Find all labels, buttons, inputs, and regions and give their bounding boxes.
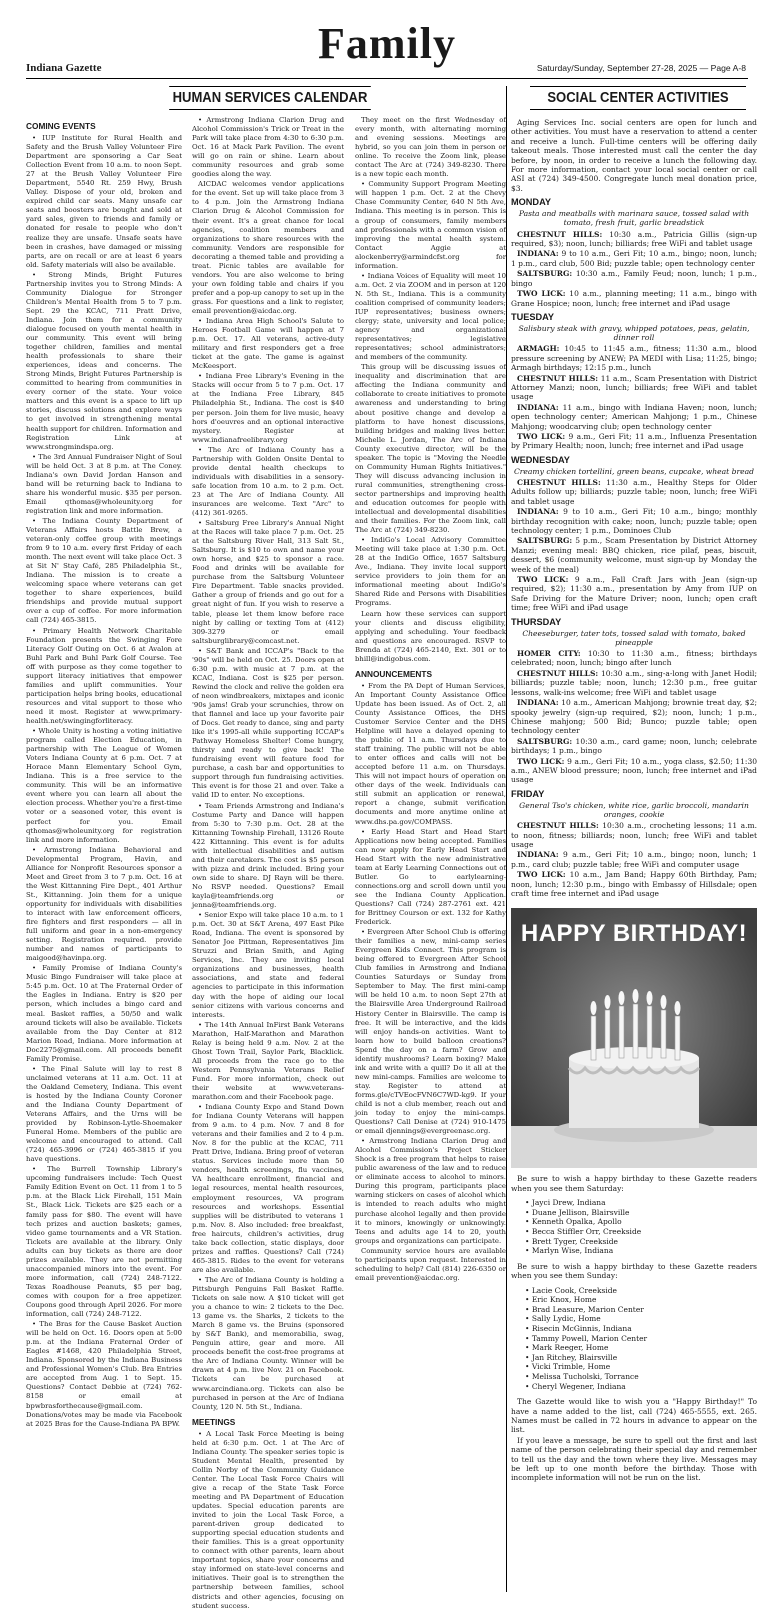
event-item: AICDAC welcomes vendor applications for the event. Set up will take place from 3 to 4 p.m. Join the Armstrong Indiana Clarion Drug & Alcohol Commission for their event. It's a great chance for local agencies, coalition members and organizations to share resources with the community. Vendors are responsible for decorating a themed table and providing a treat. Picnic tables are available for vendors. You are also welcome to bring your own folding table and chairs if you prefer and a pop-up canopy to set up in the grass. For questions and a link to register, email prevention@aicdac.org. — [192, 180, 344, 315]
human-services-column-1 — [26, 116, 182, 1596]
birthday-name: • Marlyn Wise, Indiana — [525, 1246, 757, 1256]
meeting-item: • Indiana Voices of Equality will meet 10 a.m. Oct. 2 via ZOOM and in person at 120 N. 5th St., Indiana. This is a community coalition comprised of community leaders; IUP representatives; business owners; clergy; state, university and local police; agency and organizational representatives; legislative representatives; school administrators; and members of the community. — [355, 271, 506, 362]
meeting-item: • IndiGo's Local Advisory Committee Meeting will take place at 1:30 p.m. Oct. 28 at the IndiGo Office, 1657 Saltsburg Ave., Indiana. They invite local support service providers to join them for an informational meeting about IndiGo's Shared Ride and Persons with Disabilities Programs. — [355, 536, 506, 608]
event-item: • The Arc of Indiana County is holding a Pittsburgh Penguins Fall Basket Raffle. Tickets on sale now. A $10 ticket will get you a chance to win: 2 tickets to the Dec. 13 game vs. the Sharks, 2 tickets to the March 8 game vs. the Bruins (sponsored by S&T Bank), and memorabilia, swag, Penguin attire, gear and more. All proceeds benefit the cost-free programs at the Arc of Indiana County. Winner will be drawn at 4 p.m. live Nov. 21 on Facebook. Tickets can be purchased at www.arcindiana.org. Tickets can also be purchased in person at the Arc of Indiana County, 120 N. 5th St., Indiana. — [192, 1275, 344, 1411]
masthead-rule — [26, 78, 748, 79]
section-title: Family — [318, 19, 456, 68]
center-name: INDIANA: — [517, 850, 559, 860]
event-item: • S&T Bank and ICCAP's "Back to the '90s" will be held on Oct. 25. Doors open at 6:30 p.m. with music at 7 p.m. at the KCAC, Indiana. Cost is $25 per person. Rewind the clock and relive the golden era of neon windbreakers, mixtapes and iconic '90s jams! Grab your scrunchies, throw on that flannel and lace up your favorite pair of Docs. Get ready to dance, sing and party like it's 1995-all while supporting ICCAP's Pathway Homeless Shelter! Come hungry, thirsty and ready to give back! The fundraising event will feature food for purchase, a cash bar and opportunities to support through fun fundraising activities. This event is for those 21 and over. Take a valid ID to enter. No exceptions. — [192, 646, 344, 800]
lunch-menu: General Tso's chicken, white rice, garlic broccoli, mandarin oranges, cookie — [519, 800, 749, 819]
day-heading: WEDNESDAY — [511, 454, 570, 465]
event-item: • Saltsburg Free Library's Annual Night at the Races will take place 7 p.m. Oct. 25 at the Saltsburg River Hall, 313 Salt St., Saltsburg. It is $10 to own and name your own horse, and $25 to sponsor a race. Food and drinks will be available for purchase from the Saltsburg Volunteer Fire Department. Table snacks provided. Gather a group of friends and go out for a great night of fun. If you wish to reserve a table, please let them know before race night by calling or texting Tom at (412) 309-3279 or email saltsburglibrary@comcast.net. — [192, 519, 344, 645]
event-item: • Team Friends Armstrong and Indiana's Costume Party and Dance will happen from 5:30 to 7:30 p.m. Oct. 28 at the Kittanning Township Firehall, 13126 Route 422 Kittanning. This event is for adults with intellectual disabilities and autism and their caretakers. The cost is $5 person with pizza and drink included. Bring your own side to share. DJ Rayn will be there. No RSVP needed. Questions? Email kayla@teamfriends.org or jenna@teamfriends.org. — [192, 801, 344, 910]
center-name: TWO LICK: — [517, 289, 566, 299]
event-item: • The Bras for the Cause Basket Auction will be held on Oct. 16. Doors open at 5:00 p.m. at the Indiana Fraternal Order of Eagles #1468, 420 Philadelphia Street, Indiana. Sponsored by the Indiana Business and Professional Women's Club. Bra Entries are accepted from Aug. 1 to Sept. 15. Questions? Contact Debbie at (724) 762-8158 or email at bpwbrasforthecause@gmail.com. Donations/votes may be made via Facebook at 2025 Bras for the Cause-Indiana PA BPW. — [26, 1320, 182, 1428]
event-item: • The Arc of Indiana County has a Partnership with Golden Onsite Dental to provide dental health checkups to individuals with disabilities in a sensory-safe location from 10 a.m. to 2 p.m. Oct. 23 at The Arc of Indiana County. All insurances are welcome. Text "Arc" to (412) 361-9265. — [192, 445, 344, 518]
center-activity: CHESTNUT HILLS: 10:30 a.m., crocheting lessons; 11 a.m. to noon, fitness; billiards; noon, lunch; free WiFi and tablet usage — [511, 821, 758, 849]
center-activity: INDIANA: 9 to 10 a.m., Geri Fit; 10 a.m., bingo; monthly birthday recognition with cake; noon, lunch; puzzle table; open technology center; 1 p.m., Dominoes Club — [511, 507, 757, 536]
center-name: CHESTNUT HILLS: — [517, 668, 599, 678]
center-activity: TWO LICK: 9 a.m., Geri Fit; 11 a.m., Influenza Presentation by Primary Health; noon, lunch; free internet and iPad usage — [511, 431, 758, 451]
human-services-header: HUMAN SERVICES CALENDAR — [169, 86, 371, 110]
center-activity: TWO LICK: 10 a.m., planning meeting; 11 a.m., bingo with Grane Hospice; noon, lunch; free internet and iPad usage — [511, 289, 758, 308]
event-item: • The 14th Annual InFirst Bank Veterans Marathon, Half-Marathon and Marathon Relay is being held 9 a.m. Nov. 2 at the Ghost Town Trail, Saylor Park, Blacklick. All proceeds from the race go to the Western Pennsylvania Veterans Relief Fund. For more information, check out their website at www.veterans-marathon.com and their Facebook page. — [192, 1020, 344, 1102]
event-item: • Armstrong Indiana Behavioral and Developmental Program, Havin, and Alliance for Nonprofit Resources sponsor a Meet and Greet from 3 to 7 p.m. Oct. 16 at the West Kittanning Fire Dept., 401 Arthur St., Kittanning. Join them for a unique opportunity for individuals with disabilities to interact with law enforcement officers, fire fighters and first responders — all in full uniform and gear in a non-emergency setting. Registration required. provide number and names of participants to maigood@havinpa.org. — [26, 845, 182, 963]
center-activity: TWO LICK: 10 a.m., Jam Band; Happy 60th Birthday, Pam; noon, lunch; 12:30 p.m., bingo with Embassy of Hillsdale; open craft time free internet and iPad usage — [511, 870, 757, 899]
announcement-item: Community service hours are available to participants upon request. Interested in scheduling to help? Call (814) 226-6350 or email prevention@aicdac.org. — [355, 1246, 506, 1282]
dateline: Saturday/Sunday, September 27-28, 2025 — Page A-8 — [536, 63, 746, 73]
center-activity: INDIANA: 9 a.m., Geri Fit; 10 a.m., bingo; noon, lunch; 1 p.m., card club; puzzle table; free WiFi and computer usage — [511, 850, 757, 869]
announcement-item: • Early Head Start and Head Start Applications now being accepted. Families can now apply for Early Head Start and Head Start with the new administrative team at Early Learning Connections out of Butler. Go to earlylearning-connections.org and scroll down until you see the Indiana County Application. Questions? Call (724) 287-2761 ext. 421 for Brittney Courson or ext. 132 for Kathy Frederick. — [355, 827, 506, 927]
event-item: • Indiana County Expo and Stand Down for Indiana County Veterans will happen from 9 a.m. to 4 p.m. Nov. 7 and 8 for veterans and their families and 2 to 4 p.m. Nov. 8 for the public at the KCAC, 711 Pratt Drive, Indiana. Bring proof of veteran status. Services include more than 50 vendors, health screenings, flu vaccines, VA healthcare enrollment, financial and legal resources, mental health resources, employment resources, VA program resources and workshops. Essential supplies will be distributed to veterans 1 p.m. Nov. 8. Also included: free breakfast, free haircuts, children's activities, drug take back collection, static displays, door prizes and raffles. Questions? Call (724) 465-3815. Rides to the event for veterans are also available. — [192, 1103, 344, 1274]
center-name: CHESTNUT HILLS: — [517, 373, 599, 383]
saturday-intro: Be sure to wish a happy birthday to these Gazette readers when you see them Saturday: — [511, 1174, 757, 1193]
day-heading: TUESDAY — [511, 311, 555, 322]
center-activity: CHESTNUT HILLS: 10:30 a.m., Patricia Gillis (sign-up required, $3); noon, lunch; billiards; free WiFi and tablet usage — [511, 229, 757, 249]
event-item: • Primary Health Network Charitable Foundation presents the Swinging Fore Literacy Golf Outing on Oct. 6 at Avalon at Buhl Park and Buhl Park Golf Course. Tee off with purpose as they come together to support literacy initiatives that empower families and uplift communities. Your participation helps bring books, educational resources and vital support to those who need it most. Register at www.primary-health.net/swingingforliteracy. — [26, 626, 182, 725]
newspaper-name: Indiana Gazette — [26, 62, 102, 74]
center-name: SALTSBURG: — [517, 736, 573, 746]
event-item: • Family Promise of Indiana County's Music Bingo Fundraiser will take place at 5:45 p.m. Oct. 10 at The Fraternal Order of the Eagles in Indiana. Entry is $20 per person, which includes a bingo card and meal. Basket raffles, a 50/50 and walk around tickets will also be available. Tickets available from the Day Center at 812 Marion Road, Indiana. More information at Doc2275@gmail.com. All proceeds benefit Family Promise. — [26, 964, 182, 1063]
center-name: TWO LICK: — [517, 870, 566, 880]
day-heading: THURSDAY — [511, 616, 562, 627]
center-activity: SALTSBURG: 10:30 a.m., Family Feud; noon, lunch; 1 p.m., bingo — [511, 269, 757, 288]
event-item: • Armstrong Indiana Clarion Drug and Alcohol Commission's Trick or Treat in the Park will take place from 4:30 to 6:30 p.m. Oct. 16 at Mack Park Pavilion. The event will go on rain or shine. Learn about community resources and grab some goodies along the way. — [192, 116, 344, 179]
lunch-menu: Salisbury steak with gravy, whipped potatoes, peas, gelatin, dinner roll — [518, 323, 750, 343]
birthday-title: HAPPY BIRTHDAY! — [520, 920, 748, 948]
birthday-name: • Sally Lydic, Home — [525, 1314, 757, 1324]
event-item: • Indiana Free Library's Evening in the Stacks will occur from 5 to 7 p.m. Oct. 17 at the Indiana Free Library, 845 Philadelphia St., Indiana. The cost is $40 per person. Join them for live music, heavy hors d'oeuvres and an optional interactive mystery. Register at www.indianafreelibrary.org — [192, 372, 344, 444]
center-activity: SALTSBURG: 5 p.m., Scam Presentation by District Attorney Manzi; evening meal: BBQ chicken, rice pilaf, peas, biscuit, dessert, $6 (community welcome, must sign-up by Monday the week of the meal) — [511, 536, 757, 574]
lunch-menu: Cheeseburger, tater tots, tossed salad with tomato, baked pineapple — [522, 628, 746, 647]
announcements-heading: ANNOUNCEMENTS — [355, 668, 432, 679]
birthday-name: • Duane Jellison, Blairsville — [525, 1208, 757, 1218]
center-name: INDIANA: — [517, 249, 559, 259]
center-activity: TWO LICK: 9 a.m., Fall Craft Jars with Jean (sign-up required, $2); 11:30 a.m., presentation by Amy from IUP on Safe Driving for the Mature Driver; noon, lunch; open craft time; free WiFi and iPad usage — [511, 575, 757, 613]
center-activity: INDIANA: 10 a.m., American Mahjong; brownie treat day, $2; spooky jewelry (sign-up required, $2); noon, lunch; 1 p.m., Chinese mahjong; 500 Bid; Bunco; puzzle table; open technology center — [511, 698, 757, 736]
birthday-name: • Cheryl Wegener, Indiana — [525, 1382, 757, 1392]
meeting-item: • A Local Task Force Meeting is being held at 6:30 p.m. Oct. 1 at The Arc of Indiana County. The speaker series topic is Student Mental Health, presented by Collin Norby of the Community Guidance Center. The Local Task Force Chairs will give a recap of the State Task Force meeting and PA Department of Education updates. Special education parents are invited to join the Local Task Force, a parent-driven group dedicated to supporting special education students and their families. This is a great opportunity to connect with other parents, learn about important topics, share your concerns and stay informed on state-level concerns and initiatives. Their goal is to strengthen the partnership between families, school districts and other agencies, focusing on student success. — [192, 1429, 344, 1610]
center-activity: TWO LICK: 9 a.m., Geri Fit; 10 a.m., yoga class, $2.50; 11:30 a.m., ANEW blood pressure; noon, lunch; free internet and iPad usage — [511, 756, 757, 785]
event-item: • The 3rd Annual Fundraiser Night of Soul will be held Oct. 3 at 8 p.m. at The Coney. Indiana's own David Jordan Hanson and band will be returning back to Indiana to share his wonderful music. $35 per person. Email qthomas@wholeunity.org for registration link and more information. — [26, 452, 182, 515]
social-center-column — [511, 118, 757, 1596]
sunday-birthday-list — [525, 1286, 757, 1392]
center-name: TWO LICK: — [517, 431, 566, 441]
center-activity: HOMER CITY: 10:30 to 11:30 a.m., fitness; birthdays celebrated; noon, lunch; bingo after lunch — [511, 649, 757, 668]
meeting-item: Learn how these services can support your clients and discuss eligibility, applying and scheduling. Your feedback and questions are encouraged. RSVP to Brenda at (724) 465-2140, Ext. 301 or to bhill@indigobus.com. — [355, 609, 506, 663]
human-services-column-2 — [192, 116, 344, 1610]
birthday-name: • Melissa Tucholski, Torrance — [525, 1372, 757, 1382]
birthday-name: • Eric Knox, Home — [525, 1295, 757, 1305]
day-heading: FRIDAY — [511, 788, 545, 799]
social-center-header: SOCIAL CENTER ACTIVITIES — [530, 86, 746, 110]
meetings-heading: MEETINGS — [192, 1416, 236, 1427]
center-activity: SALTSBURG: 10:30 a.m., card game; noon, lunch; celebrate birthdays; 1 p.m., bingo — [511, 736, 757, 756]
birthday-name: • Tammy Powell, Marion Center — [525, 1334, 757, 1344]
day-heading: MONDAY — [511, 197, 551, 208]
center-name: HOMER CITY: — [517, 649, 581, 659]
event-item: • Senior Expo will take place 10 a.m. to 1 p.m. Oct. 30 at S&T Arena, 497 East Pike Road, Indiana. The event is sponsored by Senator Joe Pittman, Representatives Jim Struzzi and Brian Smith, and Aging Services, Inc. They are inviting local organizations and businesses, health associations, and state and federal agencies to participate in this information day with the hope of aiding our local senior citizens with various concerns and interests. — [192, 911, 344, 1019]
lunch-menu: Creamy chicken tortellini, green beans, cupcake, wheat bread — [513, 466, 755, 476]
saturday-birthday-list — [525, 1198, 757, 1256]
event-item: • The Indiana County Department of Veterans Affairs hosts Battle Brew, a veteran-only coffee group with meetings from 9 to 10 a.m. every first Friday of each month. The next event will take place Oct. 3 at Sit N' Stay Café, 285 Philadelphia St., Indiana. The mission is to create a welcoming space where veterans can get together to share experiences, build friendships and provide mutual support over a cup of coffee. For more information call (724) 465-3815. — [26, 516, 182, 625]
center-name: TWO LICK: — [517, 575, 569, 585]
center-name: INDIANA: — [517, 698, 559, 708]
event-item: • Whole Unity is hosting a voting initiative program called Election Education, in partnership with The League of Women Voters Indiana County at 6 p.m. Oct. 7 at Horace Mann Elementary School Gym, Indiana. This is a free service to the community. This will be an informative event where you can learn all about the election process. Whether you're a first-time voter or a seasoned voter, this event is perfect for you. Email qthomas@wholeunity.org for registration link and more information. — [26, 727, 182, 844]
birthday-name: • Jayci Drew, Indiana — [525, 1198, 757, 1208]
center-name: INDIANA: — [517, 507, 559, 517]
announcement-item: • Evergreen After School Club is offering their families a new, mini-camp series Evergreen Kids Connect. This program is being offered to Evergreen After School Club families in Armstrong and Indiana Counties Saturdays or Sunday from September to May. The first mini-camp will be held 10 a.m. to noon Sept 27th at the Blairsville Area Underground Railroad History Center in Blairsville. The camp is free. It will be interactive, and the kids will enjoy hands-on activities. Want to learn how to build balloon creations? Spend the day on a farm? Grow and identify mushrooms? Learn boxing? Make ink and write with a quill? Do it all at the new mini-camps. Families are welcome to stay. Register to attend at forms.gle/cTVEocFVN6C7WD-kg9. If your child is not a club member, reach out and join today to enjoy the mini-camps. Questions? Call Denise at (724) 910-1475 or email djennings@evergreenasc.org. — [355, 928, 506, 1136]
center-name: SALTSBURG: — [517, 536, 573, 546]
meeting-item: • Community Support Program Meeting will happen 1 p.m. Oct. 2 at the Chevy Chase Community Center, 640 N 5th Ave, Indiana. This meeting is in person. This is a group of consumers, family members and professionals with a common vision of improving the mental health system. Contact Aggie at alockenberry@armindcfst.org for information. — [355, 180, 506, 270]
meeting-item: They meet on the first Wednesday of every month, with alternating morning and evening sessions. Meetings are hybrid, so you can join them in person or online. To receive the Zoom link, please contact The Arc at (724) 349-8230. There is a new topic each month. — [355, 116, 506, 179]
schedule-days — [511, 197, 757, 898]
human-services-column-3 — [355, 116, 506, 1596]
event-item: • Strong Minds, Bright Futures Partnership invites you to Strong Minds: A Community Dialogue for Stronger Children's Mental Health from 5 to 7 p.m. Sept. 29 the KCAC, 711 Pratt Drive, Indiana. Join them for a community dialogue focused on youth mental health in our community. This event will bring together children, families and mental health professionals to share their experiences, ideas and concerns. The Strong Minds, Bright Futures Partnership is committed to hearing from communities in every corner of the state. Your voice matters and this event is a space to lift up stories, discuss solutions and explore ways to get involved in strengthening mental health support for children. Information and Registration Link at www.strongmindspa.org. — [26, 270, 182, 451]
birthday-note: If you leave a message, be sure to spell out the first and last name of the person celebrating their special day and remember to tell us the day and the town where they live. Messages may be left up to one month before the birthday. Those with incomplete information will not be run on the list. — [511, 1435, 757, 1483]
center-activity: INDIANA: 11 a.m., bingo with Indiana Haven; noon, lunch; open technology center; American Mahjong; 1 p.m., Chinese Mahjong; woodcarving club; open technology center — [511, 402, 757, 431]
event-item: • IUP Institute for Rural Health and Safety and the Brush Valley Volunteer Fire Department are sponsoring a Car Seat Collection Event from 10 a.m. to noon Sept. 27 at the Brush Valley Volunteer Fire Department, 5540 Rt. 259 Hwy, Brush Valley. Dispose of your old, broken and expired child car seats. Many unsafe car seats and boosters are bought and sold at yard sales, given to friends and family or donated for resale to people who don't realize they are unsafe. Unsafe seats have been in crashes, have damaged or missing parts, are on recall or are at least 6 years old. Safety materials will also be available. — [26, 134, 182, 269]
birthday-name: • Mark Reeger, Home — [525, 1343, 757, 1353]
birthday-name: • Vicki Trimble, Home — [525, 1362, 757, 1372]
center-name: ARMAGH: — [517, 344, 560, 354]
birthday-name: • Lacie Cook, Creekside — [525, 1286, 757, 1296]
announcement-item: • Armstrong Indiana Clarion Drug and Alcohol Commission's Project Sticker Shock is a free program that helps to raise public awareness of the law and to reduce or eliminate access to alcohol to minors. During this program, participants place warning stickers on cases of alcohol which is intended to reach adults who might purchase alcohol legally and then provide it to minors, knowingly or unknowingly. Teens and adults age 14 to 20, youth groups and organizations can participate. — [355, 1137, 506, 1245]
center-activity: CHESTNUT HILLS: 11:30 a.m., Healthy Steps for Older Adults follow up; billiards; puzzle table; noon, lunch; free WiFi and tablet usage — [511, 477, 757, 506]
column-divider — [506, 86, 507, 1592]
birthday-name: • Brad Leasure, Marion Center — [525, 1305, 757, 1315]
event-item: • The Burrell Township Library's upcoming fundraisers include: Tech Quest Family Edition Event on Oct. 11 from 1 to 5 p.m. at the Black Lick Firehall, 151 Main St., Black Lick. Tickets are $25 each or a family pass for $80. The event will have tech prizes and auction baskets; games, video game tournaments and a VR Station. Tickets are available at the library. Only adults can buy tickets as there are door prizes available. They are not permitting unaccompanied minors into the event. For more information, call (724) 248-7122. Texas Roadhouse Peanuts, $5 per bag, comes with coupon for a free appetizer. Coupons good through April 2026. For more information, call (724) 248-7122. — [26, 1165, 182, 1319]
center-name: CHESTNUT HILLS: — [517, 477, 601, 487]
center-name: SALTSBURG: — [517, 269, 573, 279]
center-activity: ARMAGH: 10:45 to 11:45 a.m., fitness; 11:30 a.m., blood pressure screening by ANEW; PA MEDI with Lisa; 11:25, bingo; Armagh birthdays; 12:15 p.m., lunch — [511, 344, 757, 373]
center-activity: INDIANA: 9 to 10 a.m., Geri Fit; 10 a.m., bingo; noon, lunch; 1 p.m., card club, 500 Bid; puzzle table; open technology center — [511, 249, 757, 268]
event-item: • The Final Salute will lay to rest 8 unclaimed veterans at 11 a.m. Oct. 11 at the Oakland Cemetery, Indiana. This event is hosted by the Indiana County Coroner and the Indiana County Department of Veterans Affairs, and the Urns will be provided by Robinson-Lytle-Shoemaker Funeral Home. Members of the public are welcome and encouraged to attend. Call (724) 465-3996 or (724) 465-3815 if you have questions. — [26, 1064, 182, 1164]
center-activity: CHESTNUT HILLS: 10:30 a.m., sing-a-long with Janet Hodil; billiards; puzzle table; noon, lunch; 12:30 p.m., free guitar lessons, walk-ins welcome; free WiFi and tablet usage — [511, 668, 757, 697]
birthday-name: • Brett Tyger, Creekside — [525, 1237, 757, 1247]
social-center-intro: Aging Services Inc. social centers are open for lunch and other activities. You must have a reservation to attend a center and receive a lunch. Full-time centers will be offering daily takeout meals. Those interested must call the center the day before, by noon, in order to receive a lunch the following day. For more information, contact your local social center or call ASI at (724) 349-4500. Congregate lunch meal donation price, $3. — [511, 118, 757, 193]
birthday-name: • Jan Ritchey, Blairsville — [525, 1353, 757, 1363]
center-name: CHESTNUT HILLS: — [517, 229, 603, 239]
coming-events-heading: COMING EVENTS — [26, 121, 96, 131]
sunday-intro: Be sure to wish a happy birthday to these Gazette readers when you see them Sunday: — [511, 1261, 757, 1281]
birthday-name: • Risecin McGinnis, Indiana — [525, 1324, 757, 1334]
center-name: TWO LICK: — [517, 756, 565, 766]
center-name: INDIANA: — [517, 402, 559, 412]
birthday-note: The Gazette would like to wish you a "Happy Birthday!" To have a name added to the list, call (724) 465-5555, ext. 265. Names must be called in 72 hours in advance to appear on the list. — [511, 1397, 757, 1435]
meeting-item: This group will be discussing issues of inequality and discrimination that are affecting the Indiana community and collaborate to create initiatives to promote awareness and understanding to bring about positive change and develop a platform to have honest discussions, building bridges and making lives better. Michelle L. Jordan, The Arc of Indiana County executive director, will be the speaker. The topic is "Moving the Needle on Community Human Rights Initiatives." They will discuss advancing inclusion in rural communities, strengthening cross-sector partnerships and improving health and education outcomes for people with intellectual and developmental disabilities and their families. For the Zoom link, call The Arc at (724) 349-8230. — [355, 363, 506, 535]
event-item: • Indiana Area High School's Salute to Heroes Football Game will happen at 7 p.m. Oct. 17. All veterans, active-duty military and first responders get a free ticket at the gate. The game is against McKeesport. — [192, 317, 344, 371]
center-activity: CHESTNUT HILLS: 11 a.m., Scam Presentation with District Attorney Manzi; noon, lunch; billiards; free WiFi and tablet usage — [511, 373, 758, 402]
center-name: CHESTNUT HILLS: — [517, 821, 599, 831]
announcement-item: • From the PA Dept of Human Services, An Important County Assistance Office Update has been issued. As of Oct. 2, all County Assistance Offices, the DHS Customer Service Center and the DHS Helpline will have a delayed opening to the public of 11 a.m. Thursdays due to staff training. The public will not be able to enter offices and calls will not be accepted before 11 a.m. on Thursdays. This will not impact hours of operation on other days of the week. Individuals can still submit an application or renewal, report a change, submit verification documents and more anytime online at www.dhs.pa.gov/COMPASS. — [355, 681, 506, 826]
birthday-banner — [511, 908, 757, 1168]
birthday-name: • Becca Stiffler Orr, Creekside — [525, 1227, 757, 1237]
masthead — [0, 0, 774, 80]
birthday-name: • Kenneth Opalka, Apollo — [525, 1217, 757, 1227]
lunch-menu: Pasta and meatballs with marinara sauce, tossed salad with tomato, fresh fruit, garlic breadstick — [518, 209, 750, 228]
